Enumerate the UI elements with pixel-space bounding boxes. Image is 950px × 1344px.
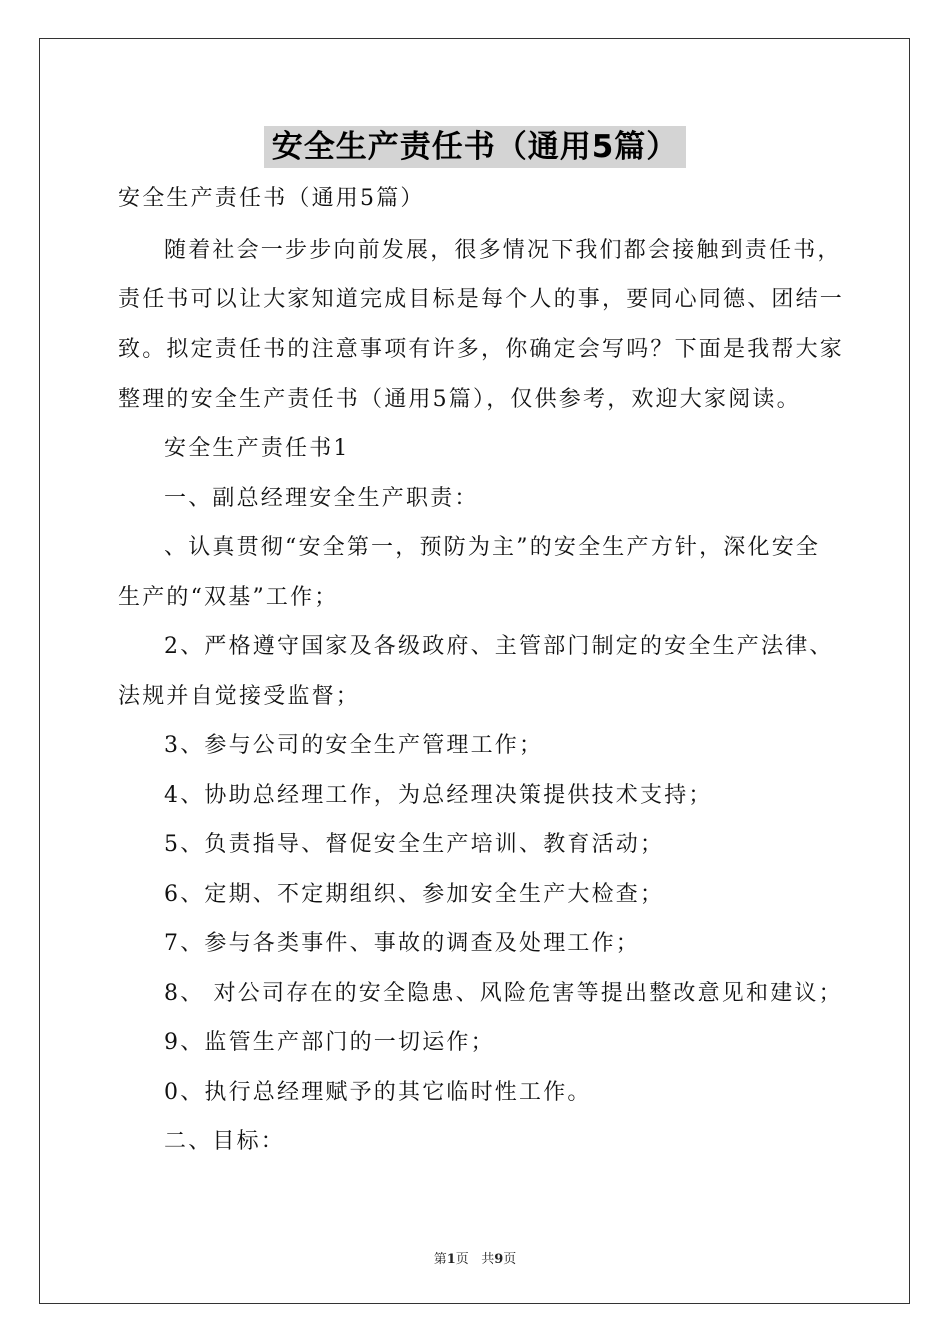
document-subtitle: 安全生产责任书（通用5篇） (118, 186, 425, 211)
list-item: 0、执行总经理赋予的其它临时性工作。 (164, 1080, 592, 1105)
list-item: 、认真贯彻“安全第一，预防为主”的安全生产方针，深化安全 (164, 535, 821, 560)
list-item: 8、 对公司存在的安全隐患、风险危害等提出整改意见和建议； (164, 981, 843, 1006)
part2-heading: 二、目标： (164, 1129, 286, 1154)
list-item: 6、定期、不定期组织、参加安全生产大检查； (164, 882, 665, 907)
footer-suffix: 页 (503, 1252, 517, 1267)
page-footer (0, 1248, 950, 1267)
list-item: 9、监管生产部门的一切运作； (164, 1030, 495, 1055)
footer-page-current: 1 (446, 1252, 456, 1267)
list-item-continuation: 法规并自觉接受监督； (118, 684, 361, 709)
intro-line: 责任书可以让大家知道完成目标是每个人的事，要同心同德、团结一 (118, 287, 845, 312)
list-item-continuation: 生产的“双基”工作； (118, 585, 339, 610)
list-item: 5、负责指导、督促安全生产培训、教育活动； (164, 832, 665, 857)
footer-prefix: 第 (433, 1252, 447, 1267)
page-frame (39, 38, 910, 1304)
document-title: 安全生产责任书（通用5篇） (264, 126, 687, 168)
list-item: 4、协助总经理工作，为总经理决策提供技术支持； (164, 783, 713, 808)
section-heading: 安全生产责任书1 (164, 436, 350, 461)
intro-line: 随着社会一步步向前发展，很多情况下我们都会接触到责任书， (164, 238, 842, 263)
intro-line: 整理的安全生产责任书（通用5篇），仅供参考，欢迎大家阅读。 (118, 387, 801, 412)
footer-page-total: 9 (494, 1252, 504, 1267)
footer-mid: 页 共 (455, 1252, 495, 1267)
list-item: 2、严格遵守国家及各级政府、主管部门制定的安全生产法律、 (164, 634, 834, 659)
part1-heading: 一、副总经理安全生产职责： (164, 486, 479, 511)
title-container (0, 126, 950, 168)
list-item: 3、参与公司的安全生产管理工作； (164, 733, 544, 758)
intro-line: 致。拟定责任书的注意事项有许多，你确定会写吗？下面是我帮大家 (118, 337, 845, 362)
list-item: 7、参与各类事件、事故的调查及处理工作； (164, 931, 640, 956)
